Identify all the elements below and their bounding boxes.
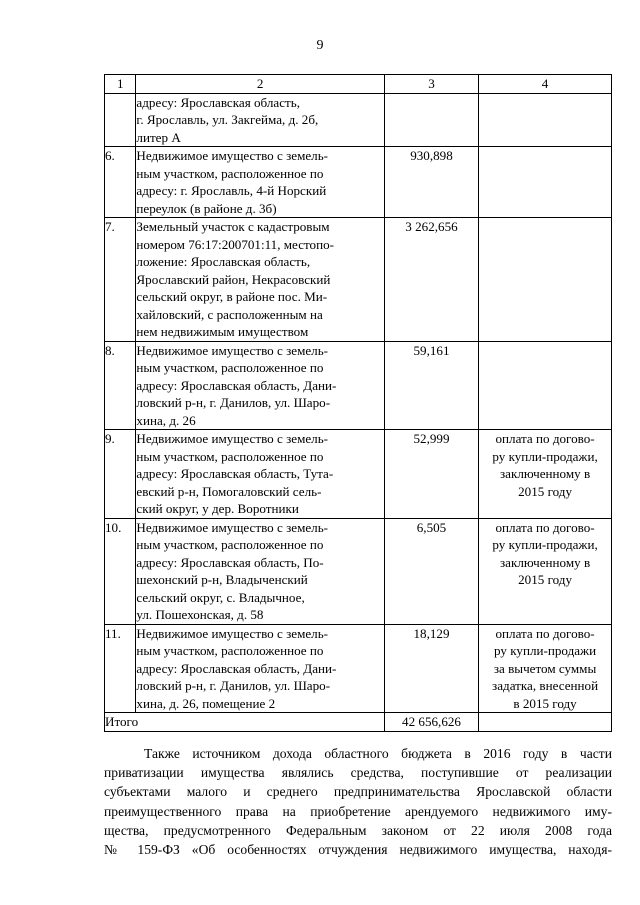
row-description	[136, 147, 384, 218]
row-number: 8.	[105, 341, 136, 430]
description-line: г. Ярославль, ул. Закгейма, д. 2б,	[136, 112, 319, 127]
note-line: задатка, внесенной	[492, 678, 599, 693]
description-line: ловский р-н, г. Данилов, ул. Шаро-	[136, 678, 331, 693]
description-line: евский р-н, Помогаловский сель-	[136, 483, 322, 499]
row-note	[479, 518, 612, 624]
row-note	[479, 147, 612, 218]
body-paragraph	[104, 744, 612, 859]
table-header-row	[105, 75, 612, 94]
description-line: адресу: Ярославская область, Дани-	[136, 660, 337, 676]
note-line: 2015 году	[518, 483, 573, 499]
total-note	[479, 713, 612, 732]
row-number: 6.	[105, 147, 136, 218]
row-note	[479, 93, 612, 147]
description-line: сельский округ, с. Владычное,	[136, 589, 305, 605]
budget-table	[104, 74, 612, 732]
note-line: заключенному в	[499, 554, 591, 570]
note-line: ру купли-продажи,	[492, 537, 598, 552]
note-line: ру купли-продажи	[494, 643, 597, 658]
paragraph-line: приватизации имущества являлись средства, поступившие от реализации	[104, 765, 612, 781]
header-col-3: 3	[384, 75, 478, 94]
paragraph-line: щества, предусмотренного Федеральным законом от 22 июля 2008 года	[104, 822, 612, 838]
table-row	[105, 624, 612, 713]
page-number: 9	[316, 38, 324, 53]
row-amount: 52,999	[384, 430, 478, 519]
table-row	[105, 430, 612, 519]
total-label: Итого	[105, 713, 385, 732]
description-line: адресу: Ярославская область, Тута-	[136, 466, 334, 481]
row-number	[105, 93, 136, 147]
note-line: заключенному в	[499, 466, 591, 481]
description-line: ным участком, расположенное по	[136, 360, 324, 375]
note-line: в 2015 году	[513, 695, 577, 711]
row-description	[136, 430, 384, 519]
description-line: шехонский р-н, Владыченский	[136, 572, 308, 587]
row-description	[136, 624, 384, 713]
total-row	[105, 713, 612, 732]
description-line: Недвижимое имущество с земель-	[136, 431, 329, 446]
table-row	[105, 147, 612, 218]
description-line: ным участком, расположенное по	[136, 448, 324, 464]
description-line: литер А	[136, 129, 181, 145]
header-col-2: 2	[136, 75, 384, 94]
description-line: ным участком, расположенное по	[136, 165, 324, 181]
row-amount: 930,898	[384, 147, 478, 218]
row-note	[479, 341, 612, 430]
description-line: адресу: Ярославская область, Дани-	[136, 377, 337, 393]
description-line: адресу: Ярославская область, По-	[136, 554, 324, 570]
description-line: хайловский, с расположенным на	[136, 306, 323, 322]
paragraph-line: Также источником дохода областного бюджета в 2016 году в части	[144, 746, 612, 761]
table-row	[105, 518, 612, 624]
description-line: Недвижимое имущество с земель-	[136, 625, 329, 641]
paragraph-line: преимущественного права на приобретение арендуемого недвижимого иму-	[104, 803, 612, 819]
description-line: ложение: Ярославская область,	[136, 254, 311, 269]
row-description	[136, 341, 384, 430]
paragraph-line: субъектами малого и среднего предпринимательства Ярославской области	[104, 784, 612, 800]
description-line: Недвижимое имущество с земель-	[136, 148, 329, 163]
description-line: хина, д. 26, помещение 2	[136, 695, 276, 711]
description-line: Недвижимое имущество с земель-	[136, 342, 329, 358]
description-line: Земельный участок с кадастровым	[136, 219, 330, 234]
note-line: оплата по догово-	[495, 431, 595, 446]
note-line: ру купли-продажи,	[492, 448, 598, 464]
description-line: Ярославский район, Некрасовский	[136, 271, 331, 287]
description-line: ным участком, расположенное по	[136, 643, 324, 658]
row-number: 10.	[105, 518, 136, 624]
note-line: 2015 году	[518, 572, 573, 587]
header-col-4: 4	[479, 75, 612, 94]
row-note	[479, 624, 612, 713]
description-line: Недвижимое имущество с земель-	[136, 519, 329, 535]
description-line: ский округ, у дер. Воротники	[136, 501, 299, 516]
note-line: оплата по догово-	[495, 625, 595, 641]
header-col-1: 1	[105, 75, 136, 94]
note-line: оплата по догово-	[495, 519, 595, 535]
description-line: переулок (в районе д. 3б)	[136, 200, 277, 216]
description-line: хина, д. 26	[136, 412, 196, 428]
description-line: ным участком, расположенное по	[136, 537, 324, 552]
row-amount	[384, 93, 478, 147]
row-amount: 6,505	[384, 518, 478, 624]
description-line: номером 76:17:200701:11, местопо-	[136, 236, 335, 252]
row-amount: 59,161	[384, 341, 478, 430]
description-line: нем недвижимым имуществом	[136, 324, 309, 339]
paragraph-line: № 159-ФЗ «Об особенностях отчуждения недвижимого имущества, находя-	[104, 841, 612, 857]
table-row	[105, 341, 612, 430]
row-note	[479, 218, 612, 342]
description-line: сельский округ, в районе пос. Ми-	[136, 289, 328, 304]
table-row	[105, 218, 612, 342]
description-line: ловский р-н, г. Данилов, ул. Шаро-	[136, 395, 331, 410]
row-amount: 18,129	[384, 624, 478, 713]
row-number: 9.	[105, 430, 136, 519]
row-description	[136, 518, 384, 624]
row-number: 11.	[105, 624, 136, 713]
note-line: за вычетом суммы	[493, 660, 597, 676]
row-note	[479, 430, 612, 519]
row-description	[136, 93, 384, 147]
description-line: адресу: Ярославская область,	[136, 94, 301, 110]
description-line: адресу: г. Ярославль, 4-й Норский	[136, 183, 327, 198]
row-number: 7.	[105, 218, 136, 342]
table-row	[105, 93, 612, 147]
description-line: ул. Пошехонская, д. 58	[136, 607, 264, 622]
total-amount: 42 656,626	[384, 713, 478, 732]
row-amount: 3 262,656	[384, 218, 478, 342]
row-description	[136, 218, 384, 342]
